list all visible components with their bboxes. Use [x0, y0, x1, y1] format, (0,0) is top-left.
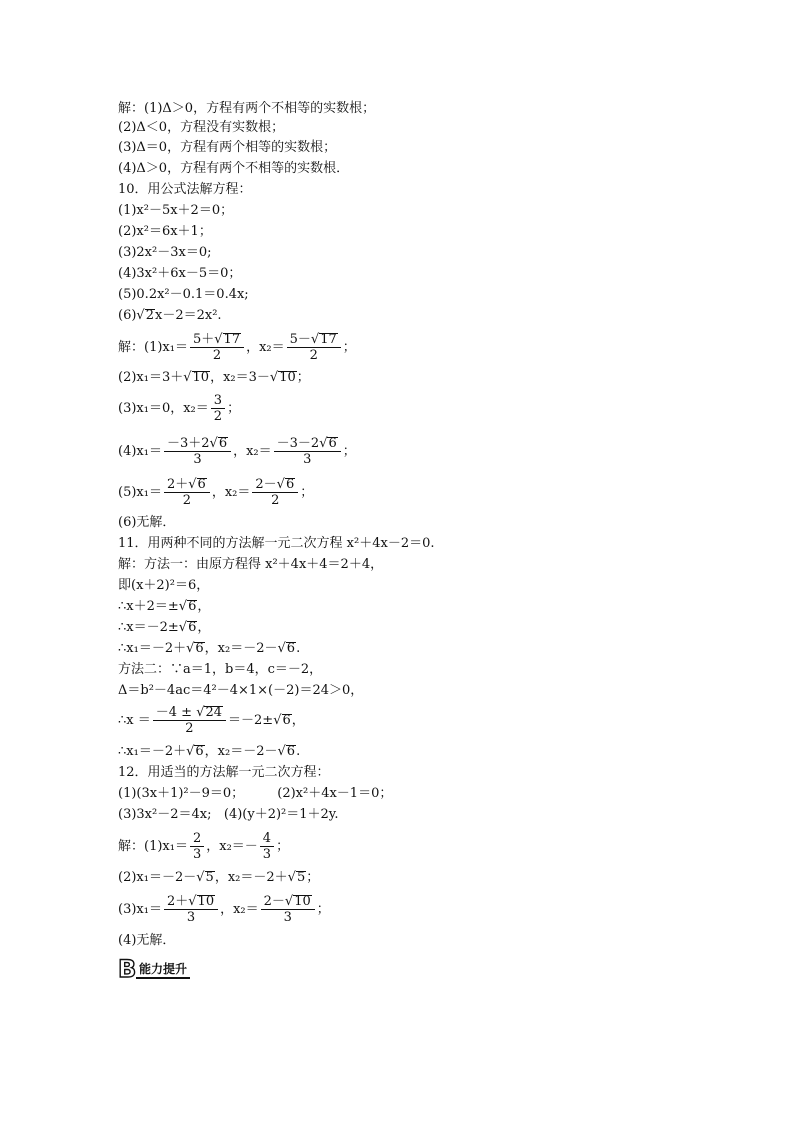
text-run: 解：(1)Δ＞0，方程有两个不相等的实数根； — [118, 101, 376, 116]
radicand: 10 — [192, 370, 210, 385]
text-run: ， — [197, 599, 211, 614]
denominator: 3 — [303, 452, 312, 467]
text-run: ； — [342, 444, 356, 459]
text-run: 2－ — [255, 477, 277, 492]
section-title: 能力提升 — [136, 961, 190, 979]
sqrt-expression — [186, 745, 205, 758]
numerator — [260, 832, 274, 847]
sqrt-expression — [273, 714, 292, 727]
radical-sign: √ — [178, 620, 188, 635]
denominator: 2 — [182, 493, 192, 508]
numerator — [190, 333, 244, 348]
text-run: ∴x＝－2± — [118, 620, 179, 635]
text-line — [118, 287, 249, 302]
text-run: 3 — [213, 393, 223, 408]
radicand: 6 — [286, 641, 296, 656]
text-run: 12．用适当的方法解一元二次方程： — [118, 765, 330, 780]
radicand: 5 — [296, 870, 306, 885]
radical-sign: √ — [209, 436, 218, 451]
radical-sign: √ — [186, 641, 195, 656]
text-run: (5)0.2x²－0.1＝0.4x; — [118, 287, 249, 302]
denominator: 2 — [309, 348, 318, 363]
sqrt-expression — [186, 642, 205, 655]
radicand: 6 — [285, 477, 295, 492]
text-line — [118, 436, 356, 467]
text-run: (3)3x²－2＝4x; (4)(y＋2)²＝1＋2y. — [118, 807, 339, 822]
text-line — [118, 308, 222, 323]
radicand: 6 — [197, 477, 206, 492]
numerator — [164, 437, 231, 452]
radical-sign: √ — [178, 599, 188, 614]
denominator: 2 — [213, 409, 223, 424]
numerator — [287, 333, 341, 348]
text-line — [118, 101, 375, 116]
text-run: ； — [306, 870, 320, 885]
text-line — [118, 744, 300, 759]
text-run: ，x₂＝ — [220, 902, 259, 917]
text-run: ，x₂＝ — [211, 485, 251, 500]
text-run: (4)x₁＝ — [118, 444, 162, 459]
text-run: (3)x₁＝0，x₂＝ — [118, 401, 209, 416]
text-line — [118, 831, 290, 862]
radicand: 6 — [188, 599, 197, 614]
text-run: 方法二：∵a＝1，b＝4，c＝－2， — [118, 662, 323, 677]
text-line — [118, 266, 241, 281]
radical-sign: √ — [196, 870, 205, 885]
text-run: 解：(1)x₁＝ — [118, 340, 188, 355]
text-run: (1)x²－5x＋2＝0； — [118, 203, 234, 218]
text-run: (3)x₁＝ — [118, 902, 162, 917]
denominator: 2 — [185, 721, 194, 736]
text-run: ； — [300, 485, 314, 500]
sqrt-expression — [210, 437, 229, 450]
text-line — [118, 662, 322, 677]
radical-sign: √ — [188, 894, 197, 909]
sqrt-expression — [196, 706, 223, 719]
radicand: 6 — [188, 620, 197, 635]
sqrt-expression — [214, 333, 241, 346]
text-line — [118, 245, 211, 260]
sqrt-expression — [270, 371, 297, 384]
sqrt-expression — [183, 371, 210, 384]
text-run: 即(x＋2)²＝6， — [118, 578, 210, 593]
text-run: (6) — [118, 308, 137, 323]
text-run: (4)无解． — [118, 933, 176, 948]
text-run: ∴x＋2＝± — [118, 599, 179, 614]
numerator — [164, 478, 210, 493]
numerator — [261, 895, 315, 910]
text-run: ∴x ＝ — [118, 713, 151, 728]
radical-sign: √ — [284, 894, 294, 909]
sqrt-expression — [179, 600, 198, 613]
text-run: (3)2x²－3x＝0; — [118, 245, 212, 260]
text-run: Δ＝b²－4ac＝4²－4×1×(－2)＝24＞0， — [118, 683, 364, 698]
text-run: 2 — [192, 831, 202, 846]
text-run: ； — [296, 370, 310, 385]
numerator — [153, 706, 226, 721]
section-badge — [118, 957, 208, 981]
numerator — [211, 394, 225, 409]
text-run: (2)Δ＜0，方程没有实数根； — [118, 120, 285, 135]
radicand: 10 — [294, 894, 311, 909]
radical-sign: √ — [310, 332, 320, 347]
text-line — [118, 224, 212, 239]
text-line — [118, 933, 175, 948]
text-line — [118, 393, 241, 424]
numerator — [164, 895, 218, 910]
text-run: . — [296, 641, 301, 656]
radical-sign: √ — [214, 332, 223, 347]
radical-sign: √ — [269, 370, 279, 385]
radicand: 6 — [195, 641, 204, 656]
text-run: 5－ — [289, 332, 311, 347]
text-line — [118, 786, 392, 801]
sqrt-expression — [277, 478, 296, 491]
text-run: －3＋2 — [166, 436, 210, 451]
text-line — [118, 705, 305, 736]
text-line — [118, 620, 210, 635]
text-line — [118, 557, 383, 572]
radicand: 17 — [320, 332, 337, 347]
denominator: 3 — [193, 452, 202, 467]
radicand: 6 — [282, 713, 291, 728]
sqrt-expression — [319, 437, 338, 450]
numerator — [190, 832, 204, 847]
text-run: 5＋ — [192, 332, 215, 347]
text-run: 10．用公式法解方程： — [118, 182, 252, 197]
text-line — [118, 536, 435, 551]
text-run: x－2＝2x². — [155, 308, 222, 323]
numerator — [274, 437, 341, 452]
radical-sign: √ — [186, 744, 195, 759]
sqrt-expression — [179, 621, 198, 634]
text-run: ，x₂＝－2－ — [204, 744, 278, 759]
text-run: (4)Δ＞0，方程有两个不相等的实数根． — [118, 161, 350, 176]
radicand: 6 — [286, 744, 296, 759]
text-line — [118, 477, 314, 508]
text-line — [118, 578, 209, 593]
text-run: ； — [316, 902, 330, 917]
radicand: 2 — [145, 308, 154, 323]
text-line — [118, 683, 363, 698]
text-run: －4 ± — [155, 705, 197, 720]
radicand: 6 — [328, 436, 337, 451]
text-run: 解：(1)x₁＝ — [118, 839, 188, 854]
sqrt-expression — [196, 871, 215, 884]
text-run: (3)Δ＝0，方程有两个相等的实数根； — [118, 140, 337, 155]
text-run: ，x₂＝－2－ — [204, 641, 278, 656]
denominator: 3 — [262, 847, 272, 862]
radical-sign: √ — [287, 870, 296, 885]
radical-sign: √ — [136, 308, 145, 323]
section-letter-icon: B — [118, 955, 137, 983]
text-run: ∴x₁＝－2＋ — [118, 744, 187, 759]
fraction — [211, 394, 225, 423]
text-line — [118, 599, 210, 614]
radical-sign: √ — [276, 477, 285, 492]
radicand: 24 — [205, 705, 223, 720]
text-run: 2＋ — [166, 477, 189, 492]
text-run: 4 — [262, 831, 272, 846]
text-run: ， — [291, 713, 305, 728]
text-line — [118, 807, 339, 822]
fraction — [252, 478, 298, 507]
radical-sign: √ — [196, 705, 205, 720]
text-run: (4)3x²＋6x－5＝0； — [118, 266, 242, 281]
text-run: 2＋ — [166, 894, 189, 909]
text-line — [118, 332, 356, 363]
sqrt-expression — [285, 895, 312, 908]
denominator: 3 — [192, 847, 202, 862]
text-run: (6)无解． — [118, 515, 176, 530]
fraction — [164, 478, 210, 507]
text-line — [118, 120, 284, 135]
text-run: (2)x₁＝3＋ — [118, 370, 184, 385]
text-run: (2)x²＝6x＋1； — [118, 224, 212, 239]
text-line — [118, 140, 336, 155]
denominator: 3 — [186, 910, 196, 925]
denominator: 3 — [283, 910, 292, 925]
text-run: 11．用两种不同的方法解一元二次方程 x²＋4x－2＝0. — [118, 536, 435, 551]
denominator: 2 — [212, 348, 222, 363]
radical-sign: √ — [273, 713, 282, 728]
text-line — [118, 894, 330, 925]
sqrt-expression — [288, 871, 307, 884]
numerator — [252, 478, 298, 493]
fraction — [287, 333, 341, 362]
text-run: 2－ — [263, 894, 285, 909]
sqrt-expression — [188, 478, 207, 491]
radical-sign: √ — [188, 477, 197, 492]
text-run: . — [296, 744, 301, 759]
text-run: ∴x₁＝－2＋ — [118, 641, 187, 656]
radical-sign: √ — [319, 436, 328, 451]
radicand: 17 — [223, 332, 241, 347]
sqrt-expression — [136, 309, 155, 322]
fraction — [274, 437, 341, 466]
denominator: 2 — [271, 493, 280, 508]
text-run: ，x₂＝－ — [206, 839, 258, 854]
text-line — [118, 515, 175, 530]
text-run: ，x₂＝ — [233, 444, 272, 459]
sqrt-expression — [278, 642, 297, 655]
text-line — [118, 641, 300, 656]
text-run: ，x₂＝ — [246, 340, 285, 355]
text-line — [118, 182, 252, 197]
text-line — [118, 370, 310, 385]
radicand: 5 — [205, 870, 214, 885]
sqrt-expression — [311, 333, 338, 346]
text-run: ； — [276, 839, 290, 854]
radical-sign: √ — [277, 641, 286, 656]
text-run: ； — [227, 401, 241, 416]
text-line — [118, 870, 319, 885]
text-run: (2)x₁＝－2－ — [118, 870, 197, 885]
text-run: ，x₂＝－2＋ — [214, 870, 288, 885]
fraction — [164, 437, 231, 466]
text-run: ＝－2± — [228, 713, 274, 728]
radicand: 6 — [195, 744, 204, 759]
fraction — [190, 832, 204, 861]
text-line — [118, 203, 233, 218]
sqrt-expression — [278, 745, 297, 758]
fraction — [164, 895, 218, 924]
text-run: 解：方法一：由原方程得 x²＋4x＋4＝2＋4， — [118, 557, 384, 572]
fraction — [190, 333, 244, 362]
radicand: 10 — [197, 894, 215, 909]
text-run: ； — [342, 340, 356, 355]
text-run: ， — [197, 620, 211, 635]
radicand: 6 — [218, 436, 228, 451]
text-run: －3－2 — [276, 436, 320, 451]
radical-sign: √ — [277, 744, 286, 759]
text-line — [118, 161, 349, 176]
fraction — [153, 706, 226, 735]
sqrt-expression — [188, 895, 215, 908]
text-line — [118, 765, 330, 780]
text-run: ，x₂＝3－ — [210, 370, 270, 385]
fraction — [261, 895, 315, 924]
text-run: (5)x₁＝ — [118, 485, 162, 500]
radicand: 10 — [279, 370, 296, 385]
text-run: (1)(3x＋1)²－9＝0； (2)x²＋4x－1＝0； — [118, 786, 393, 801]
fraction — [260, 832, 274, 861]
radical-sign: √ — [183, 370, 192, 385]
